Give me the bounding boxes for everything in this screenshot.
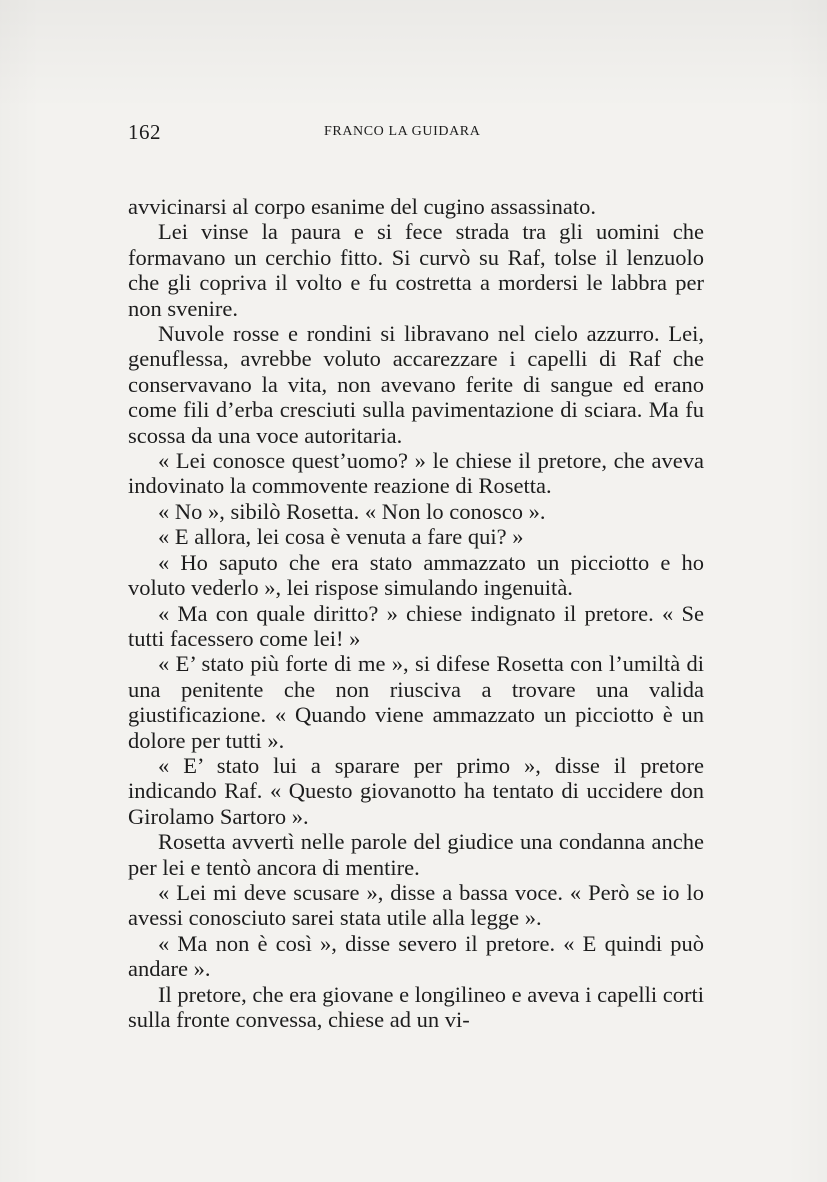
body-text [128,194,704,1032]
page-header [128,120,704,150]
paragraph-5: « No », sibilò Rosetta. « Non lo conosco ». [158,498,546,524]
paragraph-1: avvicinarsi al corpo esanime del cugino assassinato. [128,194,596,219]
page-number: 162 [128,120,161,144]
paragraph-4: « Lei conosce quest’uomo? » le chiese il pretore, che aveva indovinato la commovente reazione di Rosetta. [128,448,704,499]
paragraph-13: « Ma non è così », disse severo il pretore. « E quindi può andare ». [128,930,704,982]
paragraph-6: « E allora, lei cosa è venuta a fare qui? » [158,524,524,550]
paragraph-14: Il pretore, che era giovane e longilineo e aveva i capelli corti sulla fronte convessa, chiese ad un vi- [128,981,704,1032]
paragraph-9: « E’ stato più forte di me », si difese Rosetta con l’umiltà di una penitente che non riusciva a trovare una valida giustificazione. « Quando viene ammazzato un picciotto è un dolore per tutti ». [128,651,704,753]
paragraph-7: « Ho saputo che era stato ammazzato un picciotto e ho voluto vederlo », lei rispose simulando ingenuità. [128,549,704,601]
running-head: FRANCO LA GUIDARA [324,124,481,139]
paragraph-3: Nuvole rosse e rondini si libravano nel cielo azzurro. Lei, genuflessa, avrebbe voluto accarezzare i capelli di Raf che conservavano la vita, non avevano ferite di sangue ed erano come fili d’erba cresciuti sulla pavimentazione di sciara. Ma fu scossa da una voce autoritaria. [128,321,704,448]
paragraph-2: Lei vinse la paura e si fece strada tra gli uomini che formavano un cerchio fitto. Si curvò su Raf, tolse il lenzuolo che gli copriva il volto e fu costretta a mordersi le labbra per non svenire. [128,219,704,321]
paragraph-10: « E’ stato lui a sparare per primo », disse il pretore indicando Raf. « Questo giovanotto ha tentato di uccidere don Girolamo Sartoro ». [128,752,704,829]
paragraph-8: « Ma con quale diritto? » chiese indignato il pretore. « Se tutti facessero come lei! » [128,600,704,651]
paragraph-11: Rosetta avvertì nelle parole del giudice una condanna anche per lei e tentò ancora di mentire. [128,829,704,880]
paragraph-12: « Lei mi deve scusare », disse a bassa voce. « Però se io lo avessi conosciuto sarei stata utile alla legge ». [128,879,704,931]
